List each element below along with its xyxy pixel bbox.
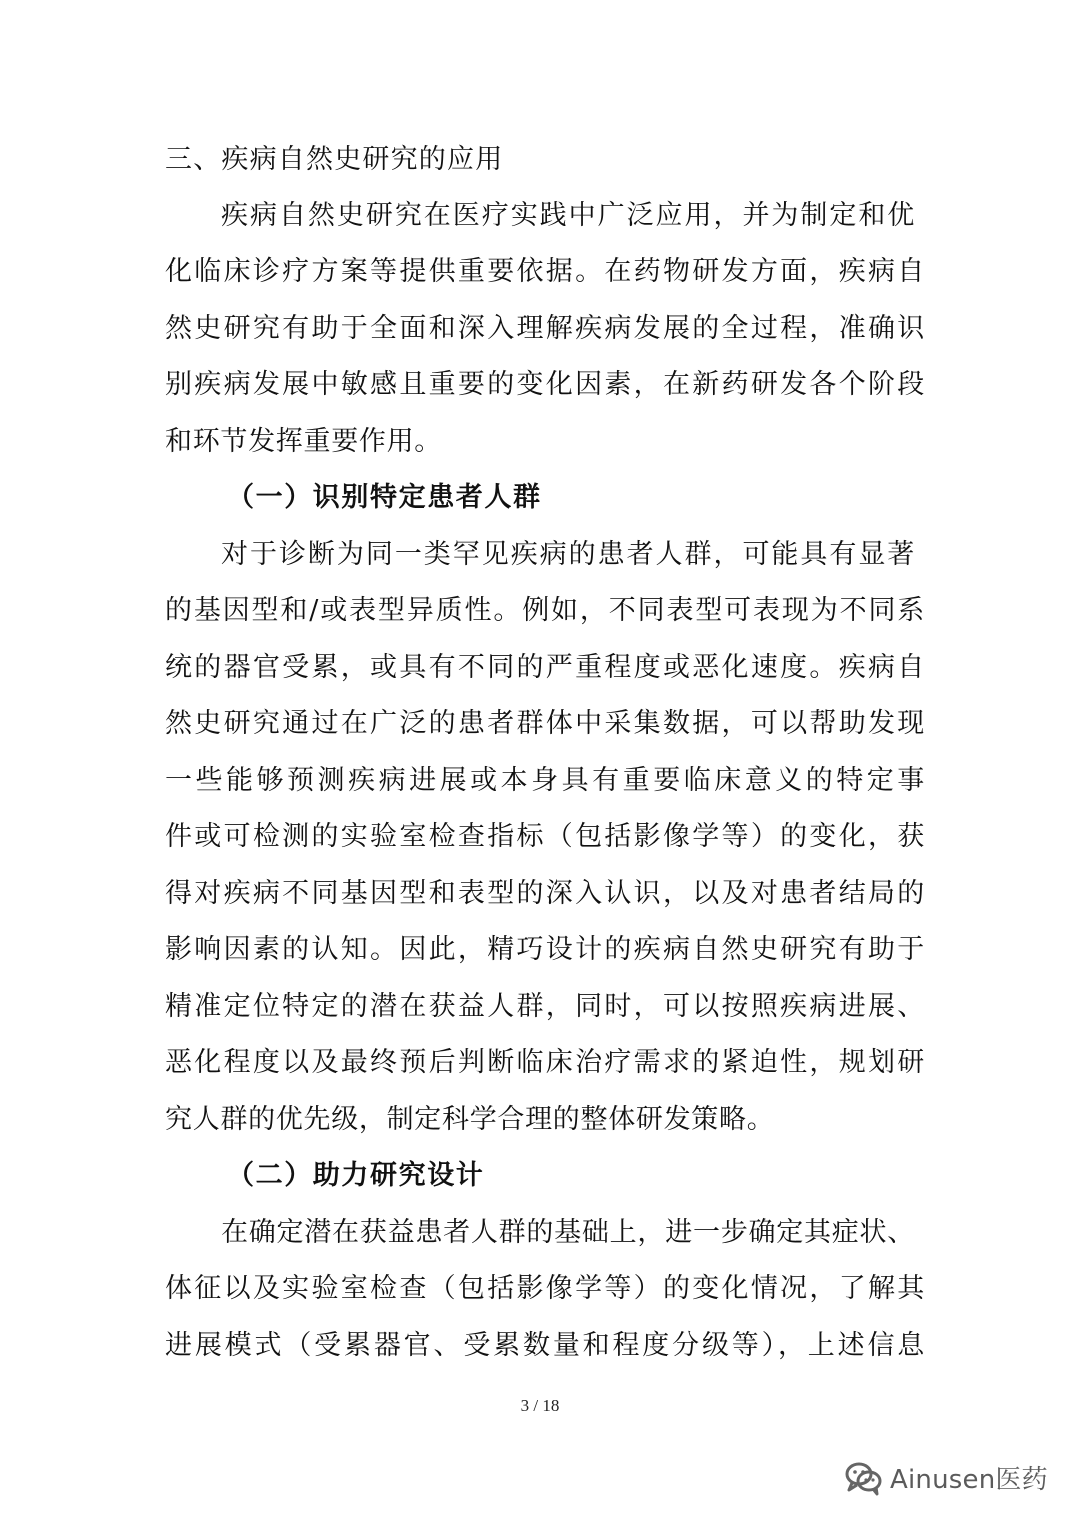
section-title: 三、疾病自然史研究的应用 [165, 144, 504, 175]
paragraph-2-line-10: 恶化程度以及最终预后判断临床治疗需求的紧迫性，规划研 [165, 1047, 925, 1078]
paragraph-3-line-3: 进展模式（受累器官、受累数量和程度分级等），上述信息 [165, 1330, 925, 1361]
paragraph-2-line-3: 统的器官受累，或具有不同的严重程度或恶化速度。疾病自 [165, 652, 925, 683]
subheading-identify-patient-population: （一）识别特定患者人群 [227, 482, 542, 513]
paragraph-2-line-4: 然史研究通过在广泛的患者群体中采集数据，可以帮助发现 [165, 708, 925, 739]
paragraph-1-line-3: 然史研究有助于全面和深入理解疾病发展的全过程，准确识 [165, 313, 925, 344]
paragraph-2-line-2: 的基因型和/或表型异质性。例如，不同表型可表现为不同系 [165, 595, 925, 626]
subheading-study-design: （二）助力研究设计 [227, 1160, 485, 1191]
paragraph-2-line-6: 件或可检测的实验室检查指标（包括影像学等）的变化，获 [165, 821, 925, 852]
watermark-text: Ainusen医药 [890, 1464, 1048, 1495]
paragraph-2-line-11: 究人群的优先级，制定科学合理的整体研发策略。 [165, 1104, 775, 1135]
paragraph-2-line-9: 精准定位特定的潜在获益人群，同时，可以按照疾病进展、 [165, 991, 925, 1022]
wechat-icon [842, 1456, 884, 1498]
paragraph-1-line-2: 化临床诊疗方案等提供重要依据。在药物研发方面，疾病自 [165, 256, 925, 287]
wechat-watermark [842, 1455, 1048, 1499]
paragraph-1-line-4: 别疾病发展中敏感且重要的变化因素，在新药研发各个阶段 [165, 369, 925, 400]
page-number: 3 / 18 [520, 1396, 560, 1415]
paragraph-2-line-5: 一些能够预测疾病进展或本身具有重要临床意义的特定事 [165, 765, 925, 796]
paragraph-1-line-5: 和环节发挥重要作用。 [165, 426, 442, 457]
paragraph-2-line-7: 得对疾病不同基因型和表型的深入认识，以及对患者结局的 [165, 878, 925, 909]
paragraph-1-line-1: 疾病自然史研究在医疗实践中广泛应用，并为制定和优 [221, 200, 915, 231]
paragraph-3-line-1: 在确定潜在获益患者人群的基础上，进一步确定其症状、 [221, 1217, 915, 1248]
paragraph-3-line-2: 体征以及实验室检查（包括影像学等）的变化情况，了解其 [165, 1273, 925, 1304]
paragraph-2-line-8: 影响因素的认知。因此，精巧设计的疾病自然史研究有助于 [165, 934, 925, 965]
paragraph-2-line-1: 对于诊断为同一类罕见疾病的患者人群，可能具有显著 [221, 539, 915, 570]
